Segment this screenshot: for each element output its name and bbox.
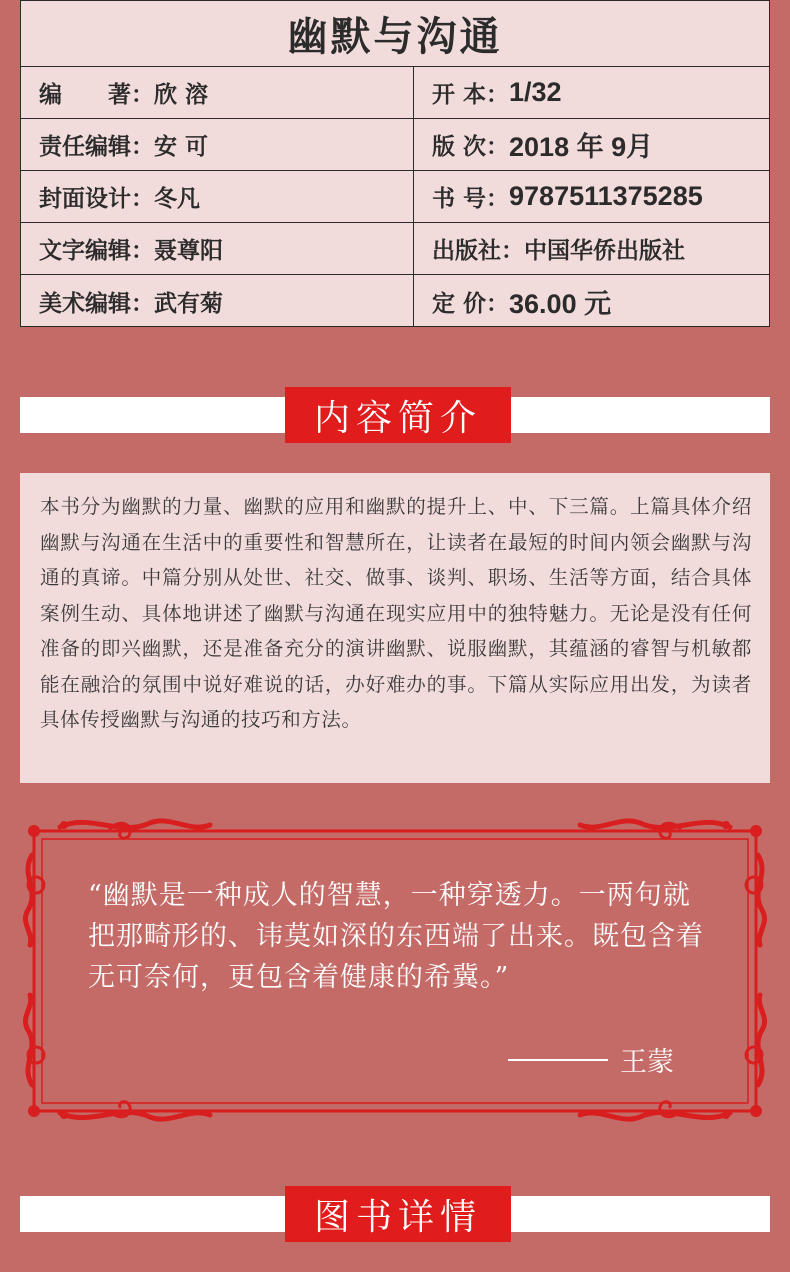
price-value: 36.00 元 [509,288,612,319]
price-label: 定 价： [432,290,510,317]
art-editor-value: 武有菊 [154,290,223,317]
quote-text: “幽默是一种成人的智慧，一种穿透力。一两句就把那畸形的、讳莫如深的东西端了出来。既包含着无可奈何，更包含着健康的希冀。” [88,880,704,993]
intro-text: 本书分为幽默的力量、幽默的应用和幽默的提升上、中、下三篇。上篇具体介绍幽默与沟通在生活中的重要性和智慧所在，让读者在最短的时间内领会幽默与沟通的真谛。中篇分别从处世、社交、做事、谈判、职场、生活等方面，结合具体案例生动、具体地讲述了幽默与沟通在现实应用中的独特魅力。无论是没有任何准备的即兴幽默，还是准备充分的演讲幽默、说服幽默，其蕴涵的睿智与机敏都能在融洽的氛围中说好难说的话，办好难办的事。下篇从实际应用出发，为读者具体传授幽默与沟通的技巧和方法。 [20,473,770,783]
art-editor-label: 美术编辑： [39,290,154,317]
intro-heading: 内容简介 [285,387,511,443]
info-row [21,275,769,327]
text-editor-label: 文字编辑： [39,238,154,264]
quote-author [508,1040,674,1079]
edition-label: 版 次： [432,134,510,160]
edition-cell [414,119,769,170]
details-heading: 图书详情 [285,1186,511,1242]
edition-value: 2018 年 9月 [509,132,654,162]
publisher-value: 中国华侨出版社 [524,238,685,264]
format-label: 开 本： [432,82,510,108]
responsible-editor-value: 安 可 [154,134,209,160]
cover-design-label: 封面设计： [39,186,154,212]
responsible-editor-cell [21,119,414,170]
isbn-value: 9787511375285 [509,181,703,211]
book-info-table [20,0,770,327]
author-name: 王蒙 [620,1047,674,1078]
publisher-label: 出版社： [432,238,524,264]
price-cell [414,275,769,327]
text-editor-cell [21,223,414,274]
isbn-cell [414,171,769,222]
info-row [21,119,769,171]
publisher-cell [414,223,769,274]
editor-label: 编 著： [39,82,154,108]
editor-cell [21,67,414,118]
format-value: 1/32 [509,77,562,107]
format-cell [414,67,769,118]
responsible-editor-label: 责任编辑： [39,134,154,160]
book-title: 幽默与沟通 [21,1,769,67]
info-row [21,67,769,119]
isbn-label: 书 号： [432,186,510,212]
editor-value: 欣 溶 [154,82,209,108]
text-editor-value: 聂尊阳 [154,238,223,264]
info-row [21,171,769,223]
cover-design-cell [21,171,414,222]
art-editor-cell [21,275,414,327]
author-dash [508,1059,608,1061]
info-row [21,223,769,275]
cover-design-value: 冬凡 [154,186,200,212]
